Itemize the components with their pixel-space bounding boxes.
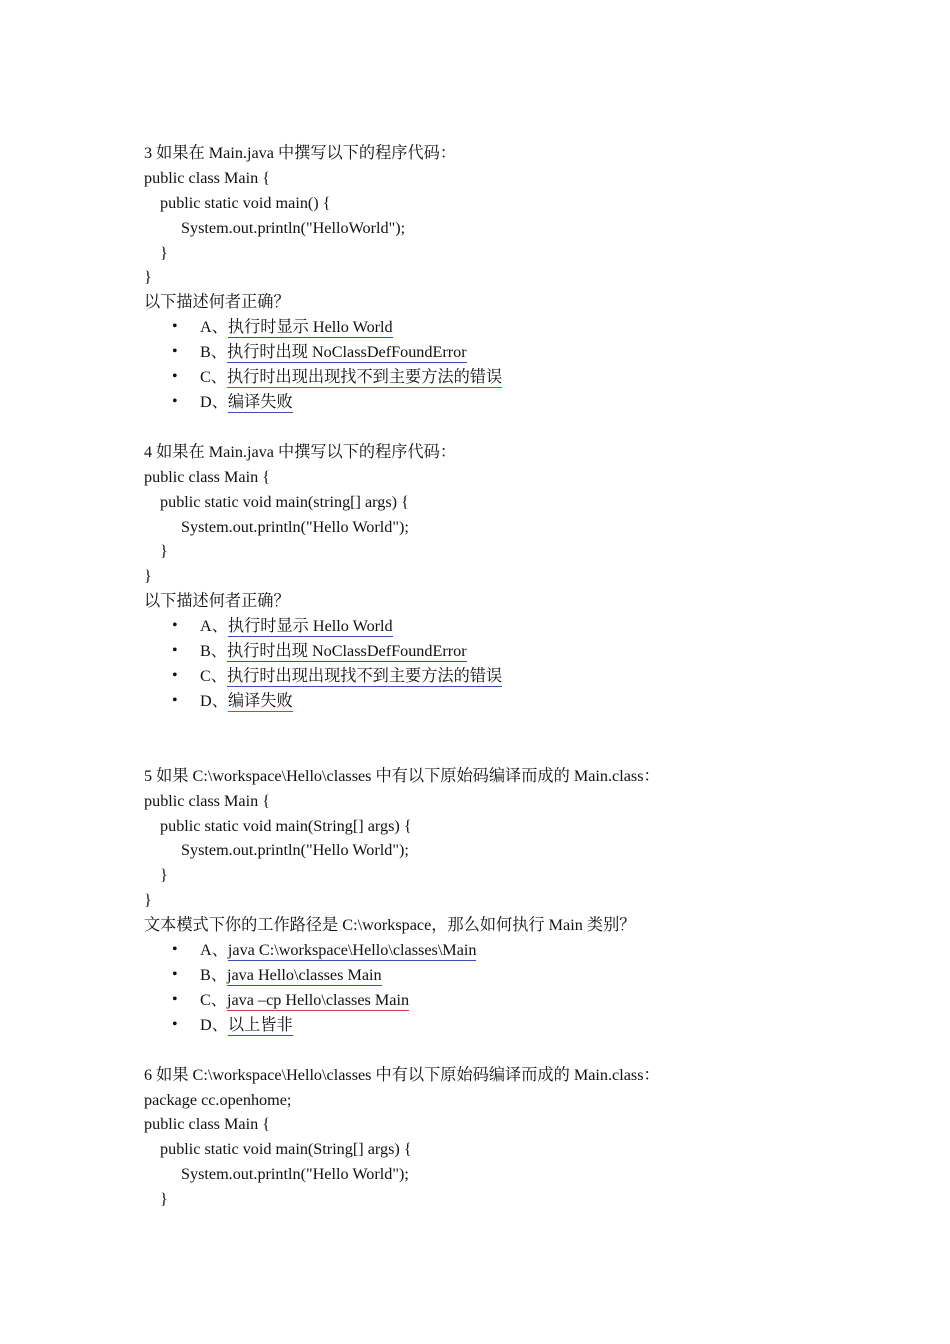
option-b [200,342,467,362]
code-line: public class Main { [144,792,271,810]
option-d [200,392,293,412]
code-line: System.out.println("Hello World"); [181,1165,409,1183]
question-prompt: 以下描述何者正确？ [144,293,290,311]
bullet-icon: • [172,617,178,634]
question-3-heading: 3 如果在 Main.java 中撰写以下的程序代码： [144,144,457,162]
question-prompt: 以下描述何者正确？ [144,592,290,610]
code-line: System.out.println("Hello World"); [181,518,409,536]
code-line: public static void main(String[] args) { [160,1140,412,1158]
code-line: } [160,542,168,560]
option-prefix: A、 [200,941,228,959]
option-prefix: D、 [200,692,228,710]
code-line: System.out.println("Hello World"); [181,841,409,859]
option-text: 执行时显示 Hello World [227,318,393,336]
option-c [200,666,502,686]
bullet-icon: • [172,941,178,958]
option-text: 编译失败 [227,393,293,411]
option-text: 执行时出现 NoClassDefFoundError [226,642,467,660]
bullet-icon: • [172,642,178,659]
option-text: 执行时出现出现找不到主要方法的错误 [226,667,503,685]
bullet-icon: • [172,667,178,684]
bullet-icon: • [172,318,178,335]
code-line: public static void main() { [160,194,331,212]
option-prefix: C、 [200,991,227,1009]
question-6-heading: 6 如果 C:\workspace\Hello\classes 中有以下原始码编译而成的 Main.class： [144,1066,660,1084]
option-b [200,641,467,661]
option-d [200,691,293,711]
bullet-icon: • [172,692,178,709]
code-line: } [144,268,152,286]
option-c [200,367,502,387]
bullet-icon: • [172,368,178,385]
code-line: System.out.println("HelloWorld"); [181,219,406,237]
option-a [200,940,476,960]
code-line: public class Main { [144,468,271,486]
code-line: } [144,567,152,585]
option-prefix: A、 [200,617,228,635]
option-text: java Hello\classes Main [226,966,382,984]
code-line: } [144,891,152,909]
option-text: 执行时显示 Hello World [227,617,393,635]
question-4-heading: 4 如果在 Main.java 中撰写以下的程序代码： [144,443,457,461]
option-d [200,1015,293,1035]
option-prefix: A、 [200,318,228,336]
option-prefix: B、 [200,343,227,361]
code-line: } [160,244,168,262]
option-text: 执行时出现 NoClassDefFoundError [226,343,467,361]
code-line: public static void main(String[] args) { [160,817,412,835]
code-line: public class Main { [144,1115,271,1133]
code-line: package cc.openhome; [144,1091,292,1109]
option-prefix: D、 [200,1016,228,1034]
bullet-icon: • [172,966,178,983]
option-prefix: D、 [200,393,228,411]
code-line: public class Main { [144,169,271,187]
bullet-icon: • [172,1016,178,1033]
option-prefix: C、 [200,667,227,685]
option-prefix: B、 [200,642,227,660]
option-text: 执行时出现出现找不到主要方法的错误 [226,368,503,386]
option-b [200,965,382,985]
option-text: 以上皆非 [227,1016,293,1034]
option-c [200,990,409,1010]
bullet-icon: • [172,343,178,360]
option-prefix: B、 [200,966,227,984]
question-5-heading: 5 如果 C:\workspace\Hello\classes 中有以下原始码编译而成的 Main.class： [144,767,660,785]
option-prefix: C、 [200,368,227,386]
code-line: public static void main(string[] args) { [160,493,409,511]
question-prompt: 文本模式下你的工作路径是 C:\workspace，那么如何执行 Main 类别？ [144,916,636,934]
option-a [200,616,393,636]
option-text: java C:\workspace\Hello\classes\Main [227,941,477,959]
code-line: } [160,866,168,884]
code-line: } [160,1190,168,1208]
option-a [200,317,393,337]
option-text: java –cp Hello\classes Main [226,991,410,1009]
bullet-icon: • [172,991,178,1008]
option-text: 编译失败 [227,692,293,710]
bullet-icon: • [172,393,178,410]
